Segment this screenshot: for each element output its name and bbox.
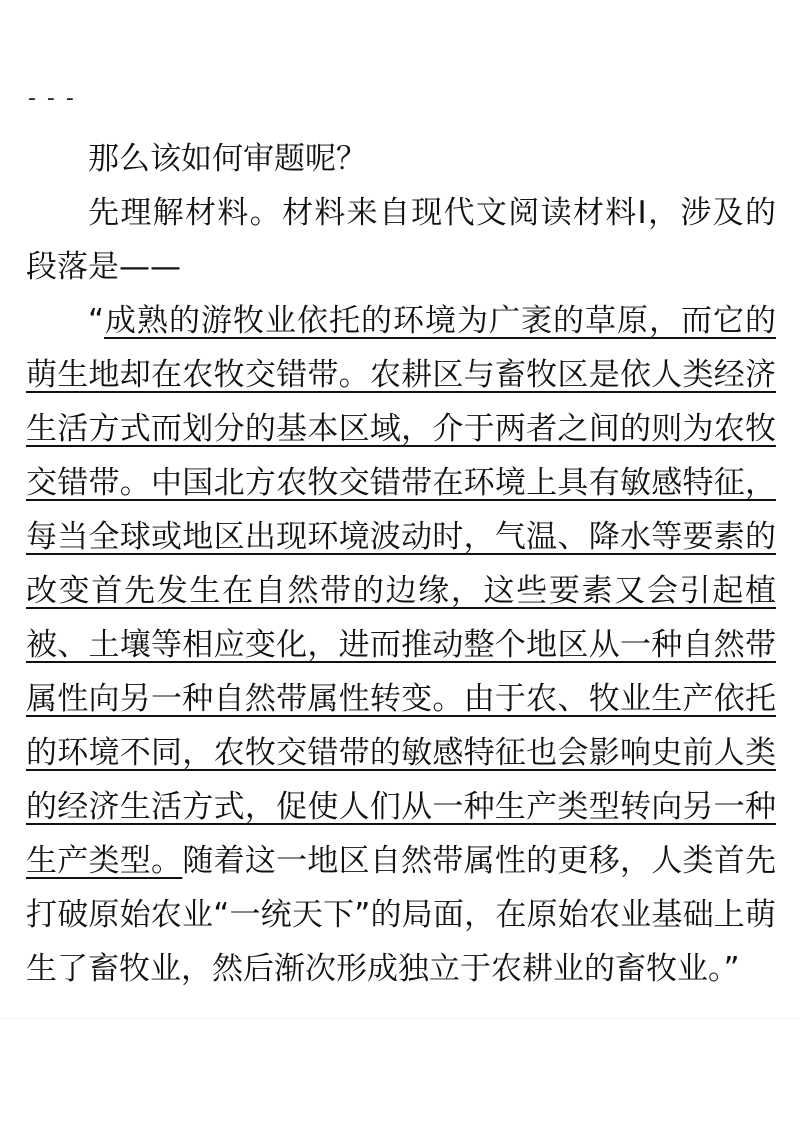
- quote-paragraph: [26, 294, 776, 996]
- article-text: [26, 132, 776, 996]
- quote-continuation: 随着这一地区自然带属性的更移，人类首先打破原始农业“一统天下”的局面，在原始农业基础上萌生了畜牧业，然后渐次形成独立于农耕业的畜牧业。”: [26, 843, 777, 987]
- underlined-quote: 成熟的游牧业依托的环境为广袤的草原，而它的萌生地却在农牧交错带。农耕区与畜牧区是依人类经济生活方式而划分的基本区域，介于两者之间的则为农牧交错带。中国北方农牧交错带在环境上具有敏感特征，每当全球或地区出现环境波动时，气温、降水等要素的改变首先发生在自然带的边缘，这些要素又会引起植被、土壤等相应变化，进而推动整个地区从一种自然带属性向另一种自然带属性转变。由于农、牧业生产依托的环境不同，农牧交错带的敏感特征也会影响史前人类的经济生活方式，促使人们从一种生产类型转向另一种生产类型。: [26, 303, 776, 879]
- quote-open-mark: “: [88, 303, 105, 339]
- question-paragraph: 那么该如何审题呢？: [88, 141, 367, 177]
- intro-paragraph: 先理解材料。材料来自现代文阅读材料Ⅰ，涉及的段落是——: [26, 195, 776, 285]
- page-top-marks: - - -: [28, 86, 76, 111]
- page-divider: [0, 1018, 800, 1019]
